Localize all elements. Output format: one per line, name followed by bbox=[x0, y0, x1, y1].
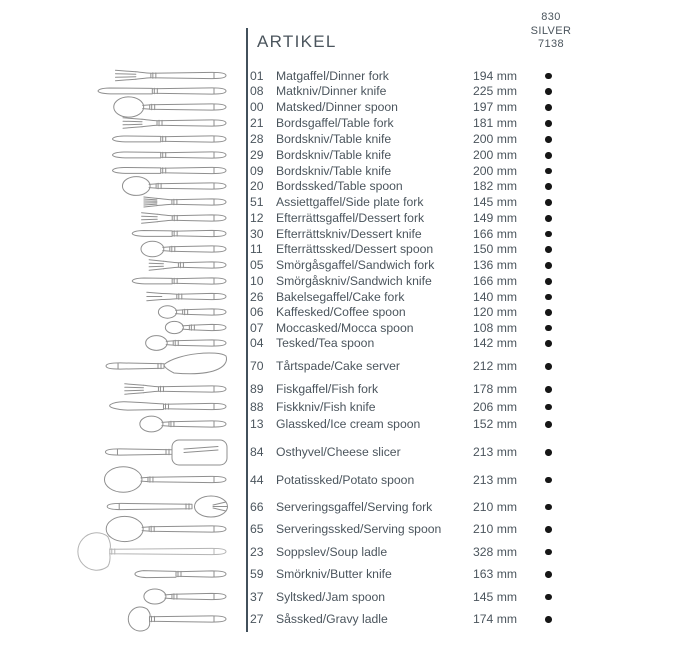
article-number: 28 bbox=[250, 132, 264, 146]
article-row bbox=[0, 521, 682, 537]
article-number: 05 bbox=[250, 258, 264, 272]
article-row bbox=[0, 304, 682, 320]
availability-dot bbox=[545, 152, 552, 159]
availability-dot bbox=[545, 616, 552, 623]
article-row bbox=[0, 131, 682, 147]
article-size: 210 mm bbox=[473, 522, 518, 536]
article-row bbox=[0, 416, 682, 432]
article-row bbox=[0, 358, 682, 374]
article-number: 59 bbox=[250, 567, 264, 581]
availability-dot bbox=[545, 73, 552, 80]
article-number: 08 bbox=[250, 84, 264, 98]
article-name: Efterrättskniv/Dessert knife bbox=[276, 226, 422, 241]
article-name: Kaffesked/Coffee spoon bbox=[276, 305, 406, 319]
article-number: 20 bbox=[250, 179, 264, 193]
article-name: Tårtspade/Cake server bbox=[276, 359, 400, 373]
article-row bbox=[0, 68, 682, 84]
article-size: 136 mm bbox=[473, 258, 518, 272]
article-size: 140 mm bbox=[473, 289, 518, 304]
article-number: 29 bbox=[250, 148, 264, 162]
article-name: Bordssked/Table spoon bbox=[276, 179, 403, 193]
article-name: Bordskniv/Table knife bbox=[276, 163, 392, 178]
article-size: 181 mm bbox=[473, 116, 518, 130]
article-size: 200 mm bbox=[473, 163, 518, 178]
article-number: 26 bbox=[250, 289, 264, 304]
availability-dot bbox=[545, 278, 552, 285]
article-row bbox=[0, 472, 682, 488]
availability-dot bbox=[545, 262, 552, 269]
article-row bbox=[0, 178, 682, 194]
article-name: Serveringssked/Serving spoon bbox=[276, 522, 442, 536]
article-row bbox=[0, 544, 682, 560]
article-size: 213 mm bbox=[473, 472, 518, 487]
availability-dot bbox=[545, 363, 552, 370]
article-number: 21 bbox=[250, 116, 264, 130]
article-row bbox=[0, 499, 682, 515]
series-line-7138: 7138 bbox=[537, 38, 565, 50]
availability-dot bbox=[545, 594, 552, 601]
article-row bbox=[0, 611, 682, 627]
article-number: 51 bbox=[250, 195, 264, 209]
article-size: 166 mm bbox=[473, 226, 518, 241]
article-row bbox=[0, 589, 682, 605]
article-size: 174 mm bbox=[473, 612, 518, 626]
series-line-830: 830 bbox=[541, 11, 561, 23]
article-number: 37 bbox=[250, 589, 264, 604]
availability-dot bbox=[545, 231, 552, 238]
article-size: 178 mm bbox=[473, 382, 518, 396]
article-size: 152 mm bbox=[473, 417, 518, 431]
article-name: Matgaffel/Dinner fork bbox=[276, 68, 389, 83]
availability-dot bbox=[545, 168, 552, 175]
article-size: 163 mm bbox=[473, 567, 518, 581]
article-name: Smörgåsgaffel/Sandwich fork bbox=[276, 258, 435, 272]
article-name: Efterrättsgaffel/Dessert fork bbox=[276, 211, 425, 225]
article-row bbox=[0, 289, 682, 305]
availability-dot bbox=[545, 325, 552, 332]
availability-dot bbox=[545, 504, 552, 511]
article-size: 150 mm bbox=[473, 242, 518, 256]
article-row bbox=[0, 257, 682, 273]
article-size: 194 mm bbox=[473, 68, 518, 83]
article-name: Bakelsegaffel/Cake fork bbox=[276, 289, 405, 304]
article-row bbox=[0, 381, 682, 397]
availability-dot bbox=[545, 386, 552, 393]
article-name: Smörkniv/Butter knife bbox=[276, 567, 392, 581]
article-size: 213 mm bbox=[473, 445, 518, 459]
availability-dot bbox=[545, 404, 552, 411]
article-number: 88 bbox=[250, 399, 264, 414]
article-size: 197 mm bbox=[473, 100, 518, 114]
article-name: Matkniv/Dinner knife bbox=[276, 84, 387, 98]
article-number: 07 bbox=[250, 320, 264, 335]
article-number: 65 bbox=[250, 522, 264, 536]
article-name: Efterrättssked/Dessert spoon bbox=[276, 242, 434, 256]
article-row bbox=[0, 335, 682, 351]
column-header-artikel: ARTIKEL bbox=[257, 32, 337, 51]
availability-dot bbox=[545, 294, 552, 301]
article-row bbox=[0, 320, 682, 336]
article-size: 145 mm bbox=[473, 589, 518, 604]
article-size: 200 mm bbox=[473, 132, 518, 146]
availability-dot bbox=[545, 215, 552, 222]
article-number: 84 bbox=[250, 445, 264, 459]
article-name: Potatissked/Potato spoon bbox=[276, 472, 415, 487]
article-row bbox=[0, 273, 682, 289]
availability-dot bbox=[545, 136, 552, 143]
article-size: 200 mm bbox=[473, 148, 518, 162]
article-number: 44 bbox=[250, 472, 264, 487]
article-size: 142 mm bbox=[473, 336, 518, 350]
availability-dot bbox=[545, 421, 552, 428]
article-name: Tesked/Tea spoon bbox=[276, 336, 375, 350]
article-number: 13 bbox=[250, 417, 264, 431]
article-number: 89 bbox=[250, 382, 264, 396]
article-size: 182 mm bbox=[473, 179, 518, 193]
article-number: 27 bbox=[250, 612, 264, 626]
series-header bbox=[516, 11, 586, 52]
article-name: Moccasked/Mocca spoon bbox=[276, 320, 414, 335]
article-row bbox=[0, 399, 682, 415]
article-name: Smörgåskniv/Sandwich knife bbox=[276, 274, 432, 288]
availability-dot bbox=[545, 120, 552, 127]
article-number: 01 bbox=[250, 68, 264, 83]
article-name: Serveringsgaffel/Serving fork bbox=[276, 499, 433, 514]
article-name: Osthyvel/Cheese slicer bbox=[276, 445, 401, 459]
article-row bbox=[0, 194, 682, 210]
article-row bbox=[0, 444, 682, 460]
article-number: 70 bbox=[250, 359, 264, 373]
availability-dot bbox=[545, 549, 552, 556]
article-name: Bordskniv/Table knife bbox=[276, 148, 392, 162]
article-row bbox=[0, 566, 682, 582]
article-number: 00 bbox=[250, 100, 264, 114]
availability-dot bbox=[545, 309, 552, 316]
article-number: 30 bbox=[250, 226, 264, 241]
article-number: 09 bbox=[250, 163, 264, 178]
article-number: 06 bbox=[250, 305, 264, 319]
article-size: 212 mm bbox=[473, 359, 518, 373]
article-size: 120 mm bbox=[473, 305, 518, 319]
article-size: 206 mm bbox=[473, 399, 518, 414]
article-row bbox=[0, 226, 682, 242]
article-number: 10 bbox=[250, 274, 264, 288]
article-number: 11 bbox=[250, 242, 263, 256]
article-number: 12 bbox=[250, 211, 264, 225]
article-size: 108 mm bbox=[473, 320, 518, 335]
article-size: 149 mm bbox=[473, 211, 518, 225]
article-name: Soppslev/Soup ladle bbox=[276, 544, 388, 559]
article-row bbox=[0, 115, 682, 131]
availability-dot bbox=[545, 526, 552, 533]
availability-dot bbox=[545, 571, 552, 578]
article-row bbox=[0, 210, 682, 226]
availability-dot bbox=[545, 88, 552, 95]
article-row bbox=[0, 241, 682, 257]
article-name: Såssked/Gravy ladle bbox=[276, 612, 388, 626]
article-size: 225 mm bbox=[473, 84, 518, 98]
article-name: Fiskkniv/Fish knife bbox=[276, 399, 376, 414]
article-name: Bordskniv/Table knife bbox=[276, 132, 392, 146]
article-name: Bordsgaffel/Table fork bbox=[276, 116, 394, 130]
article-number: 66 bbox=[250, 499, 264, 514]
availability-dot bbox=[545, 477, 552, 484]
article-size: 328 mm bbox=[473, 544, 518, 559]
availability-dot bbox=[545, 104, 552, 111]
article-row bbox=[0, 99, 682, 115]
article-name: Fiskgaffel/Fish fork bbox=[276, 382, 379, 396]
availability-dot bbox=[545, 199, 552, 206]
article-number: 23 bbox=[250, 544, 264, 559]
article-name: Matsked/Dinner spoon bbox=[276, 100, 398, 114]
availability-dot bbox=[545, 246, 552, 253]
article-row bbox=[0, 147, 682, 163]
article-size: 166 mm bbox=[473, 274, 518, 288]
article-name: Syltsked/Jam spoon bbox=[276, 589, 386, 604]
series-line-silver: SILVER bbox=[530, 24, 572, 37]
article-row bbox=[0, 163, 682, 179]
availability-dot bbox=[545, 340, 552, 347]
article-size: 210 mm bbox=[473, 499, 518, 514]
article-name: Assiettgaffel/Side plate fork bbox=[276, 195, 424, 209]
availability-dot bbox=[545, 449, 552, 456]
availability-dot bbox=[545, 183, 552, 190]
article-size: 145 mm bbox=[473, 195, 518, 209]
article-number: 04 bbox=[250, 336, 264, 350]
article-row bbox=[0, 83, 682, 99]
article-name: Glassked/Ice cream spoon bbox=[276, 417, 421, 431]
